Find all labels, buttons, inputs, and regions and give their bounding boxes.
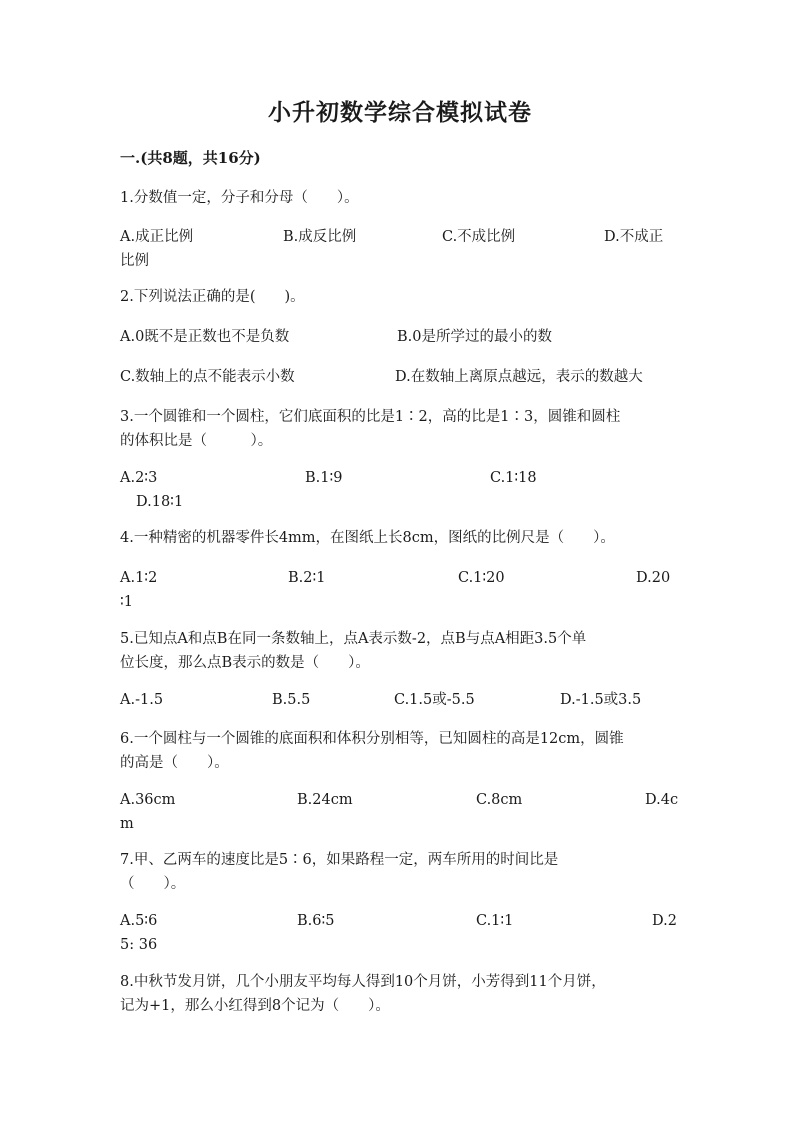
option-b: B.24cm [297,792,353,808]
option-d: D.不成正 [604,229,664,245]
option-a: A.5∶6 [120,913,158,929]
option-c: C.1∶20 [458,570,505,586]
question-1-options [120,225,682,273]
option-d: D.4c [645,792,679,808]
option-b: B.2∶1 [288,570,326,586]
question-1 [120,186,682,210]
question-4-text: 4.一种精密的机器零件长4mm，在图纸上长8cm，图纸的比例尺是（ ）。 [120,530,615,546]
option-c: C.1∶1 [476,913,514,929]
question-5-options [120,688,682,712]
question-2-options-row1 [120,325,682,349]
question-5-text-line1: 5.已知点A和点B在同一条数轴上，点A表示数-2，点B与点A相距3.5个单 [120,631,587,647]
option-d-continued: m [120,816,134,832]
question-8-text-line2: 记为+1，那么小红得到8个记为（ ）。 [120,998,390,1014]
question-7-text-line1: 7.甲、乙两车的速度比是5∶6，如果路程一定，两车所用的时间比是 [120,852,559,868]
question-7 [120,848,682,896]
option-c: C.不成比例 [442,229,516,245]
question-6-text-line1: 6.一个圆柱与一个圆锥的底面积和体积分别相等，已知圆柱的高是12cm，圆锥 [120,731,624,747]
option-b: B.成反比例 [283,229,357,245]
question-3 [120,405,682,453]
page-title: 小升初数学综合模拟试卷 [268,99,532,126]
option-a: A.2∶3 [120,470,158,486]
question-3-options [120,466,682,514]
option-a: A.1∶2 [120,570,158,586]
section-heading: 一.(共8题，共16分) [120,149,261,167]
option-d: D.20 [636,570,671,586]
question-6-text-line2: 的高是（ ）。 [120,755,229,771]
option-a: A.0既不是正数也不是负数 [120,329,290,345]
option-d: D.2 [652,913,677,929]
question-2-options-row2 [120,365,682,389]
question-1-text: 1.分数值一定，分子和分母（ ）。 [120,190,359,206]
option-c: C.8cm [476,792,523,808]
question-5 [120,627,682,675]
option-d-continued: 比例 [120,253,149,269]
option-c: C.1∶18 [490,470,537,486]
option-d: D.18∶1 [136,494,184,510]
question-2-text: 2.下列说法正确的是( )。 [120,289,305,305]
question-6-options [120,788,682,836]
option-b: B.0是所学过的最小的数 [397,329,552,345]
option-b: B.6∶5 [297,913,335,929]
question-8 [120,970,682,1018]
option-b: B.5.5 [272,692,311,708]
option-d-continued: 5: 36 [120,937,158,953]
option-b: B.1∶9 [305,470,343,486]
question-2 [120,285,682,309]
option-d: D.-1.5或3.5 [560,692,642,708]
option-a: A.成正比例 [120,229,194,245]
option-a: A.36cm [120,792,176,808]
question-4 [120,526,682,550]
question-7-options [120,909,682,957]
option-a: A.-1.5 [120,692,164,708]
option-d-continued: ∶1 [120,594,133,610]
question-3-text-line1: 3.一个圆锥和一个圆柱，它们底面积的比是1∶2，高的比是1∶3，圆锥和圆柱 [120,409,621,425]
option-c: C.1.5或-5.5 [394,692,475,708]
question-7-text-line2: （ ）。 [120,876,186,892]
question-4-options [120,566,682,614]
option-c: C.数轴上的点不能表示小数 [120,369,295,385]
question-3-text-line2: 的体积比是（ ）。 [120,433,273,449]
question-5-text-line2: 位长度，那么点B表示的数是（ ）。 [120,655,370,671]
question-8-text-line1: 8.中秋节发月饼，几个小朋友平均每人得到10个月饼，小芳得到11个月饼， [120,974,606,990]
question-6 [120,727,682,775]
option-d: D.在数轴上离原点越远，表示的数越大 [395,369,643,385]
